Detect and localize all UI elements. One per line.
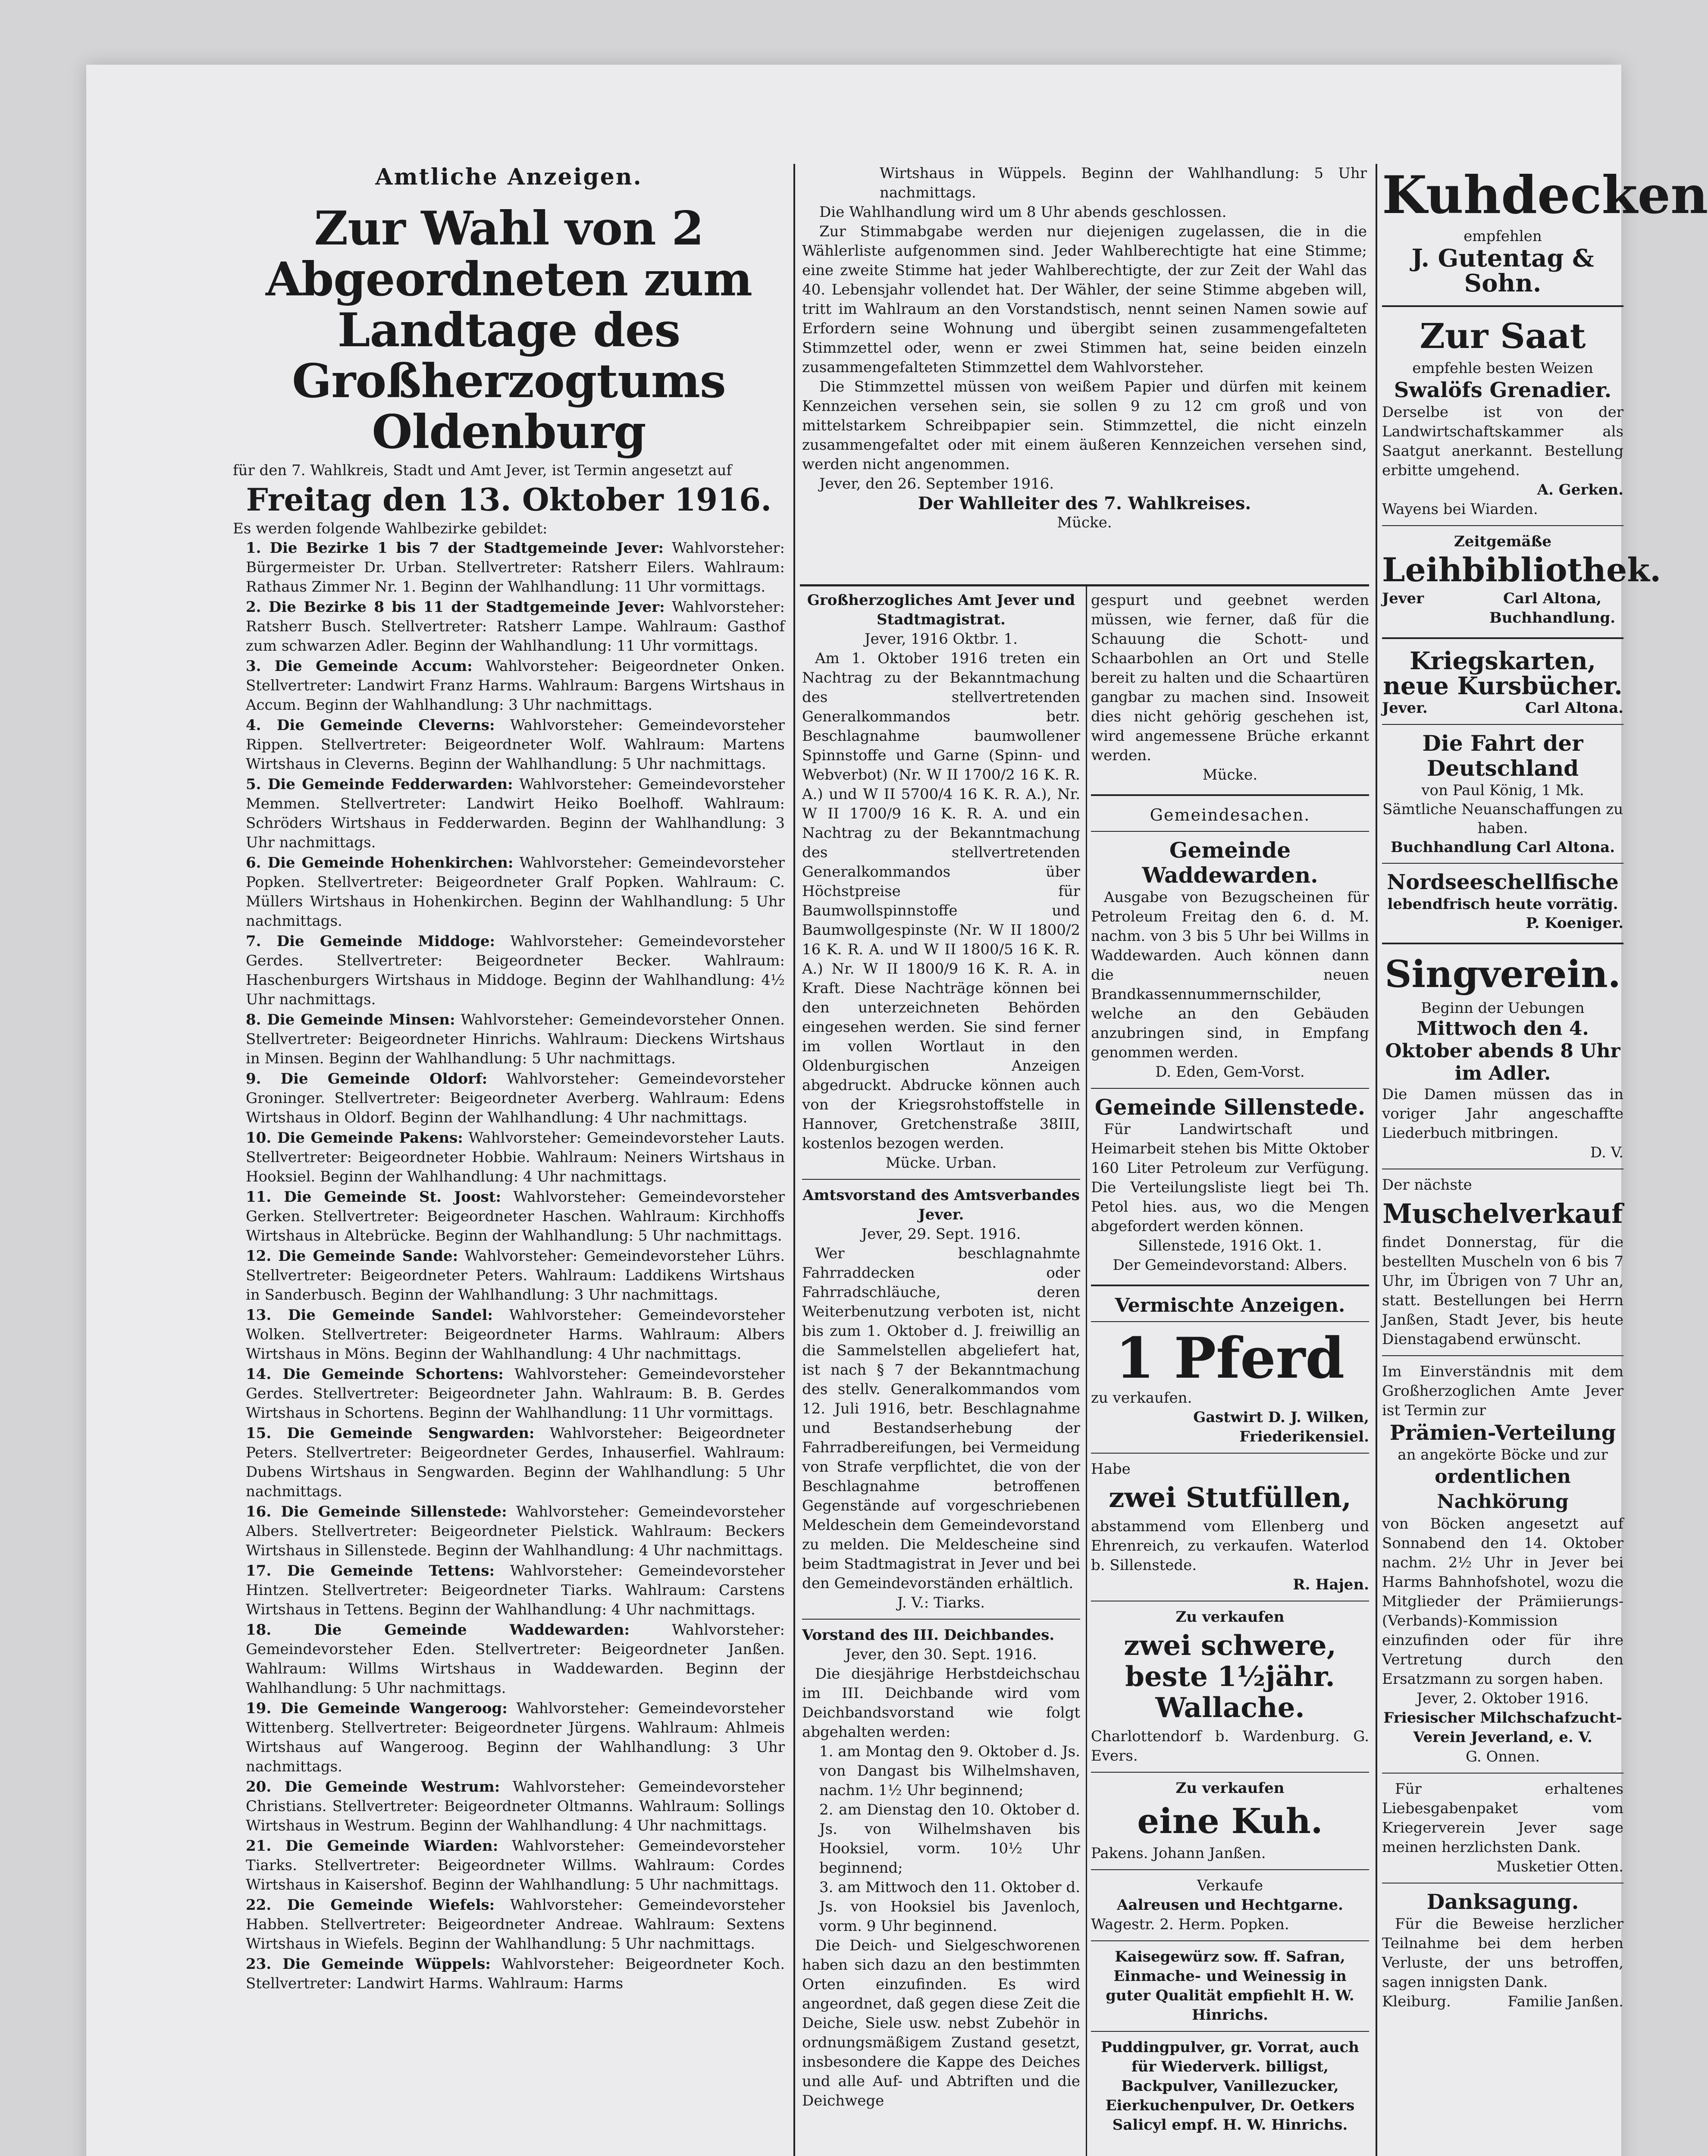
thanks-parcel-sig: Musketier Otten. [1496, 1858, 1623, 1875]
district-text: Wahlvorsteher: Beigeordneter Onken. Stellvertreter: Landwirt Franz Harms. Wahlraum: Bargens Wirtshaus in Accum. Beginn der Wahlhandlung: 3 Uhr nachmittags. [246, 658, 785, 714]
divider [1091, 2031, 1369, 2032]
divider [1091, 1869, 1369, 1870]
district-item [233, 1955, 785, 1993]
district-item [233, 853, 785, 931]
dike-sig: Mücke. [1202, 766, 1258, 783]
thanks-parcel-text: Für erhaltenes Liebesgabenpaket vom Kriegerverein Jever sage meinen herzlichsten Dank. [1382, 1780, 1623, 1856]
section-gemeinde: Gemeindesachen. [1150, 805, 1310, 824]
mussel-title: Muschelverkauf [1382, 1198, 1623, 1229]
district-text: Wahlvorsteher: Gemeindevorsteher Albers. Stellvertreter: Beigeordneter Pielstick. Wahlraum: Beckers Wirtshaus in Sillenstede. Beginn der Wahlhandlung: 4 Uhr nachmittags. [246, 1503, 785, 1559]
divider [1382, 943, 1623, 944]
fish-title: Nordseeschellfische [1387, 870, 1619, 894]
danksagung-text: Für die Beweise herzlicher Teilnahme bei dem herben Verluste, der uns betroffen, sagen innigsten Dank. [1382, 1915, 1623, 1991]
notice3-head: Vorstand des III. Deichbandes. [802, 1626, 1055, 1644]
foals-ad-text: abstammend vom Ellenberg und Ehrenreich, zu verkaufen. Waterlod b. Sillenstede. [1091, 1518, 1369, 1574]
district-text: Wahlvorsteher: Gemeindevorsteher Gerdes. Stellvertreter: Beigeordneter Jahn. Wahlraum: B. B. Gerdes Wirtshaus in Schortens. Beginn der Wahlhandlung: 11 Uhr vormittags. [246, 1366, 785, 1422]
district-head: 7. Die Gemeinde Middoge: [246, 933, 495, 950]
library-footer [1382, 589, 1623, 628]
notice1-date: Jever, 1916 Oktbr. 1. [864, 630, 1018, 648]
maps-footer [1382, 699, 1623, 718]
prize-sub: an angekörte Böcke und zur [1398, 1446, 1608, 1463]
district-head: 3. Die Gemeinde Accum: [246, 658, 473, 675]
waddewarden-sig: D. Eden, Gem-Vorst. [1155, 1063, 1305, 1081]
sillenstede-head: Gemeinde Sillenstede. [1094, 1094, 1366, 1120]
district-text: Wahlvorsteher: Gemeindevorsteher Eden. Stellvertreter: Beigeordneter Janßen. Wahlraum: Willms Wirtshaus in Waddewarden. Beginn der Wahlhandlung: 5 Uhr nachmittags. [246, 1621, 785, 1697]
divider [1091, 1772, 1369, 1773]
geldings-ad-title: zwei schwere, beste 1½jähr. Wallache. [1124, 1630, 1336, 1724]
district-head: 16. Die Gemeinde Sillenstede: [246, 1503, 507, 1520]
headline: Zur Wahl von 2 Abgeordneten zum Landtage des Großherzogtums Oldenburg [265, 201, 752, 459]
prize-title-2: ordentlichen Nachkörung [1435, 1466, 1571, 1513]
saat-seller: A. Gerken. [1537, 481, 1623, 498]
district-head: 15. Die Gemeinde Sengwarden: [246, 1425, 535, 1442]
divider [1382, 724, 1623, 725]
prize-title: Prämien-Verteilung [1389, 1421, 1616, 1445]
divider [1091, 1321, 1369, 1322]
divider [1382, 1355, 1623, 1356]
notice1-text: Am 1. Oktober 1916 treten ein Nachtrag zu der Bekanntmachung des stellvertretenden Generalkommandos betr. Beschlagnahme baumwollener Spinnstoffe und Garne (Spinn- und Webverbot) (Nr. W II 1700/2 16 K. R. A.) und W II 5700/4 16 K. R. A.), Nr. W II 1700/9 16 K. R. A. und ein Nachtrag zu der Bekanntmachung des stellvertretenden Generalkommandos über Höchstpreise für Baumwollspinnstoffe und Baumwollgespinste (Nr. W II 1800/2 16 K. R. A. und W II 1800/5 16 K. R. A.) Nr. W II 1800/9 16 K. R. A. in Kraft. Diese Nachträge können bei den unterzeichneten Behörden eingesehen werden. Sie sind ferner im vollen Wortlaut in den Oldenburgischen Anzeigen abgedruckt. Abdrucke können auch von der Kriegsrohstoffstelle in Hannover, Gretchenstraße 38III, kostenlos bezogen werden. [802, 650, 1080, 1152]
notice1-sig: Mücke. Urban. [885, 1154, 997, 1172]
choir-title: Singverein. [1385, 953, 1621, 996]
district-item [233, 1247, 785, 1305]
district-head: 18. Die Gemeinde Waddewarden: [246, 1621, 630, 1639]
district-text: Wahlvorsteher: Gemeindevorsteher Rippen. Stellvertreter: Beigeordneter Wolf. Wahlraum: Martens Wirtshaus in Cleverns. Beginn der Wahlhandlung: 5 Uhr nachmittags. [246, 717, 785, 773]
danksagung-title: Danksagung. [1426, 1890, 1579, 1914]
danksagung-footer [1382, 1992, 1623, 2012]
choir-sub: Beginn der Uebungen [1421, 1000, 1585, 1017]
election-notice [233, 164, 785, 2156]
district-head: 13. Die Gemeinde Sandel: [246, 1307, 493, 1324]
prize-name: G. Onnen. [1465, 1748, 1540, 1765]
geldings-ad-pre: Zu verkaufen [1175, 1608, 1285, 1626]
district-item [233, 932, 785, 1009]
prize-text: von Böcken angesetzt auf Sonnabend den 14. Oktober nachm. 2½ Uhr in Jever bei Harms Bahnhofshotel, wozu die Mitglieder der Prämiierungs-(Verbands)-Kommission einzufinden oder für ihre Vertretung durch den Ersatzmann zu sorgen haben. [1382, 1515, 1623, 1688]
district-text: Wahlvorsteher: Gemeindevorsteher Groninger. Stellvertreter: Beigeordneter Averberg. Wahlraum: Edens Wirtshaus in Oldorf. Beginn der Wahlhandlung: 4 Uhr nachmittags. [246, 1070, 785, 1126]
kuhdecken-firm: J. Gutentag & Sohn. [1411, 244, 1594, 298]
cow-ad-pre: Zu verkaufen [1175, 1780, 1285, 1797]
choir-when: Mittwoch den 4. Oktober abends 8 Uhr im Adler. [1385, 1018, 1620, 1084]
prize-date: Jever, 2. Oktober 1916. [1417, 1690, 1589, 1707]
spice-ad-text: Kaisegewürz sow. ff. Safran, Einmache- und Weinessig in guter Qualität empfiehlt H. W. Hinrichs. [1106, 1948, 1354, 2024]
col2-divider [800, 584, 1369, 586]
column-rule-3 [1376, 164, 1377, 2156]
notice2-sig: J. V.: Tiarks. [897, 1594, 985, 1611]
district-item [233, 657, 785, 715]
book-firm: Buchhandlung Carl Altona. [1390, 839, 1615, 856]
column-rule-2 [1086, 586, 1087, 2156]
book-title: Die Fahrt der Deutschland [1422, 730, 1583, 781]
timetables-title: neue Kursbücher. [1383, 672, 1623, 700]
district-head: 11. Die Gemeinde St. Joost: [246, 1188, 501, 1206]
district-text: Wahlvorsteher: Gemeindevorsteher Christians. Stellvertreter: Beigeordneter Oltmanns. Wahlraum: Sollings Wirtshaus in Westrum. Beginn der Wahlhandlung: 4 Uhr nachmittags. [246, 1778, 785, 1834]
kuhdecken-title: Kuhdecken [1382, 165, 1708, 226]
saat-text: Derselbe ist von der Landwirtschaftskammer als Saatgut anerkannt. Bestellung erbitte umgehend. [1382, 404, 1623, 479]
nets-ad-pre: Verkaufe [1197, 1877, 1263, 1894]
district-item [233, 1010, 785, 1069]
saat-place: Wayens bei Wiarden. [1382, 501, 1538, 518]
district-head: 23. Die Gemeinde Wüppels: [246, 1955, 491, 1973]
inspection-date-item: 3. am Mittwoch den 11. Oktober d. Js. von Hooksiel bis Javenloch, vorm. 9 Uhr beginnend. [819, 1879, 1080, 1935]
divider [1091, 1940, 1369, 1941]
district-head: 20. Die Gemeinde Westrum: [246, 1778, 500, 1796]
dike-cont: gespurt und geebnet werden müssen, wie ferner, daß für die Schauung die Schott- und Schaarbohlen an Ort und Stelle bereit zu halten und die Schaartüren gangbar zu machen sind. Insoweit dies nicht gehörig geschehen ist, wird angemessene Brüche erkannt werden. [1091, 592, 1369, 764]
district-head: 5. Die Gemeinde Fedderwarden: [246, 776, 513, 793]
district-text: Wahlvorsteher: Gemeindevorsteher Wolken. Stellvertreter: Beigeordneter Harms. Wahlraum: Albers Wirtshaus in Möns. Beginn der Wahlhandlung: 4 Uhr nachmittags. [246, 1307, 785, 1363]
inspection-date-item: 2. am Dienstag den 10. Oktober d. Js. von Wilhelmshaven bis Hooksiel, vorm. 10½ Uhr beginnend; [819, 1801, 1080, 1877]
sillenstede-sig: Der Gemeindevorstand: Albers. [1113, 1257, 1348, 1274]
district-head: 10. Die Gemeinde Pakens: [246, 1129, 463, 1147]
geldings-ad-seller: Charlottendorf b. Wardenburg. G. Evers. [1091, 1728, 1369, 1764]
divider [1382, 305, 1623, 307]
district-head: 2. Die Bezirke 8 bis 11 der Stadtgemeinde Jever: [246, 599, 665, 616]
cont-text: Wirtshaus in Wüppels. Beginn der Wahlhandlung: 5 Uhr nachmittags. [880, 165, 1367, 201]
signature-name: Mücke. [1057, 514, 1112, 531]
cow-ad-seller: Pakens. Johann Janßen. [1091, 1845, 1266, 1862]
district-head: 6. Die Gemeinde Hohenkirchen: [246, 854, 514, 871]
cow-ad-title: eine Kuh. [1137, 1801, 1323, 1841]
horse-ad-seller: Gastwirt D. J. Wilken, Friederikensiel. [1193, 1409, 1369, 1445]
library-title: Leihbibliothek. [1382, 551, 1661, 589]
district-item [233, 539, 785, 597]
district-item [233, 716, 785, 774]
para-2: Zur Stimmabgabe werden nur diejenigen zugelassen, die in die Wählerliste aufgenommen sind. Jeder Wahlberechtigte hat eine Stimme; eine zweite Stimme hat jeder Wahlberechtigte, der zur Zeit der Wahl das 40. Lebensjahr vollendet hat. Der Wähler, der seine Stimme abgeben will, tritt im Wahlraum an den Vorstandstisch, nennt seinen Namen sowie auf Erfordern seine Wohnung und übergibt seinen zusammengefalteten Stimmzettel oder, wenn er zwei Stimmen hat, seine beiden einzeln zusammengefalteten Stimmzettel dem Wahlvorsteher. [802, 223, 1367, 376]
prize-org: Friesischer Milchschafzucht-Verein Jeverland, e. V. [1383, 1709, 1622, 1746]
book-author: von Paul König, 1 Mk. [1421, 782, 1584, 799]
notice3-date: Jever, den 30. Sept. 1916. [845, 1646, 1037, 1663]
district-item [233, 1896, 785, 1954]
election-date: Freitag den 13. Oktober 1916. [246, 481, 772, 518]
horse-ad-text: zu verkaufen. [1091, 1389, 1192, 1407]
divider [1382, 637, 1623, 639]
district-text: Wahlvorsteher: Gemeindevorsteher Memmen. Stellvertreter: Landwirt Heiko Boelhoff. Wahlraum: Schröders Wirtshaus in Fedderwarden. Beginn der Wahlhandlung: 3 Uhr nachmittags. [246, 776, 785, 851]
nets-ad-text: Aalreusen und Hechtgarne. [1117, 1896, 1343, 1914]
district-item [233, 1699, 785, 1777]
district-head: 21. Die Gemeinde Wiarden: [246, 1837, 498, 1855]
book-text: Sämtliche Neuanschaffungen zu haben. [1382, 801, 1623, 837]
notice2-head: Amtsvorstand des Amtsverbandes Jever. [802, 1187, 1080, 1223]
district-item [233, 1306, 785, 1364]
nets-ad-seller: Wagestr. 2. Herm. Popken. [1091, 1916, 1289, 1933]
divider [1091, 1453, 1369, 1454]
district-head: 8. Die Gemeinde Minsen: [246, 1011, 455, 1028]
inspection-date-item: 1. am Montag den 9. Oktober d. Js. von Dangast bis Wilhelmshaven, nachm. 1½ Uhr beginnend; [819, 1743, 1080, 1799]
district-item [233, 775, 785, 852]
saat-sub: empfehle besten Weizen [1412, 360, 1593, 377]
district-head: 19. Die Gemeinde Wangeroog: [246, 1700, 508, 1717]
ads-right [1382, 164, 1708, 2156]
district-text: Wahlvorsteher: Gemeindevorsteher Gerken. Stellvertreter: Beigeordneter Haschen. Wahlraum: Kirchhoffs Wirtshaus in Altebrücke. Beginn der Wahlhandlung: 5 Uhr nachmittags. [246, 1188, 785, 1244]
section-misc: Vermischte Anzeigen. [1115, 1294, 1345, 1316]
divider [1091, 1285, 1369, 1286]
district-item [233, 1620, 785, 1698]
district-item [233, 1561, 785, 1620]
foals-ad-seller: R. Hajen. [1293, 1576, 1369, 1593]
district-item [233, 1502, 785, 1561]
danksagung-sig: Familie Janßen. [1507, 1993, 1623, 2010]
district-text: Wahlvorsteher: Gemeindevorsteher Hintzen. Stellvertreter: Beigeordneter Tiarks. Wahlraum: Carstens Wirtshaus in Tettens. Beginn der Wahlhandlung: 4 Uhr nachmittags. [246, 1562, 785, 1618]
fish-seller: P. Koeniger. [1526, 915, 1623, 932]
district-item [233, 1188, 785, 1246]
notice1-head: Großherzogliches Amt Jever und Stadtmagistrat. [807, 592, 1075, 628]
district-head: 4. Die Gemeinde Cleverns: [246, 717, 495, 734]
district-item [233, 1424, 785, 1501]
district-list [233, 539, 785, 1993]
district-text: Wahlvorsteher: Gemeindevorsteher Popken. Stellvertreter: Beigeordneter Gralf Popken. Wahlraum: C. Müllers Wirtshaus in Hohenkirchen. Beginn der Wahlhandlung: 5 Uhr nachmittags. [246, 854, 785, 930]
inspection-dates [802, 1742, 1080, 1936]
divider [1382, 863, 1623, 864]
divider [1091, 1088, 1369, 1089]
notice2-date: Jever, 29. Sept. 1916. [861, 1225, 1021, 1243]
fish-sub: lebendfrisch heute vorrätig. [1387, 896, 1618, 913]
column-rule-1 [793, 164, 795, 2156]
prize-intro: Im Einverständnis mit dem Großherzoglichen Amte Jever ist Termin zur [1382, 1363, 1623, 1419]
district-text: Wahlvorsteher: Gemeindevorsteher Gerdes. Stellvertreter: Beigeordneter Becker. Wahlraum: Haschenburgers Wirtshaus in Middoge. Beginn der Wahlhandlung: 4½ Uhr nachmittags. [246, 933, 785, 1008]
divider [1091, 831, 1369, 832]
waddewarden-text: Ausgabe von Bezugscheinen für Petroleum Freitag den 6. d. M. nachm. von 3 bis 5 Uhr bei Willms in Waddewarden. Auch können dann die neuen Brandkassennummernschilder, welche an den Gebäuden anzubringen sind, in Empfang genommen werden. [1091, 889, 1369, 1061]
waddewarden-head: Gemeinde Waddewarden. [1142, 837, 1318, 888]
choir-sig: D. V. [1590, 1144, 1623, 1161]
district-item [233, 1777, 785, 1836]
horse-ad-title: 1 Pferd [1115, 1325, 1345, 1391]
district-item [233, 1128, 785, 1187]
section-label: Amtliche Anzeigen. [375, 164, 642, 190]
district-head: 14. Die Gemeinde Schortens: [246, 1366, 504, 1383]
para-3: Die Stimmzettel müssen von weißem Papier und dürfen mit keinem Kennzeichen versehen sein, sie sollen 9 zu 12 cm groß und von mittelstarkem Schreibpapier sein. Stimmzettel, die nicht einzeln zusammengefaltet oder mit einem äußeren Kennzeichen versehen sind, werden nicht angenommen. [802, 378, 1367, 473]
foals-ad-title: zwei Stutfüllen, [1109, 1482, 1351, 1514]
district-head: 1. Die Bezirke 1 bis 7 der Stadtgemeinde Jever: [246, 539, 664, 557]
divider [1091, 794, 1369, 796]
library-sub: Zeitgemäße [1454, 533, 1551, 550]
intro-text: für den 7. Wahlkreis, Stadt und Amt Jever, ist Termin angesetzt auf [233, 462, 732, 479]
sillenstede-date: Sillenstede, 1916 Okt. 1. [1138, 1237, 1322, 1254]
maps-place: Jever. [1382, 699, 1428, 717]
para-1: Die Wahlhandlung wird um 8 Uhr abends geschlossen. [819, 204, 1227, 221]
notice3-tail: Die Deich- und Sielgeschworenen haben sich dazu an den bestimmten Orten einzufinden. Es wird angeordnet, daß gegen diese Zeit die Deiche, Siele usw. nebst Zubehör in ordnungsmäßigem Zustand gesetzt, insbesondere die Kappe des Deiches und alle Auf- und Abtriften und die Deichwege [802, 1937, 1080, 2109]
library-place: Jever [1382, 590, 1424, 607]
danksagung-place: Kleiburg. [1382, 1993, 1451, 2010]
district-head: 17. Die Gemeinde Tettens: [246, 1562, 495, 1579]
divider [802, 1619, 1080, 1620]
district-head: 12. Die Gemeinde Sande: [246, 1247, 458, 1265]
divider [802, 1179, 1080, 1180]
district-text: Wahlvorsteher: Gemeindevorsteher Wittenberg. Stellvertreter: Beigeordneter Jürgens. Wahlraum: Ahlmeis Wirtshaus auf Wangeroog. Beginn der Wahlhandlung: 3 Uhr nachmittags. [246, 1700, 785, 1775]
district-text: Wahlvorsteher: Beigeordneter Koch. Stellvertreter: Landwirt Harms. Wahlraum: Harms [246, 1955, 785, 1992]
district-text: Wahlvorsteher: Gemeindevorsteher Lührs. Stellvertreter: Beigeordneter Peters. Wahlraum: Laddikens Wirtshaus in Sanderbusch. Beginn der Wahlhandlung: 3 Uhr nachmittags. [246, 1247, 785, 1304]
maps-firm: Carl Altona. [1525, 699, 1623, 717]
district-text: Wahlvorsteher: Gemeindevorsteher Tiarks. Stellvertreter: Beigeordneter Willms. Wahlraum: Cordes Wirtshaus in Kaisershof. Beginn der Wahlhandlung: 5 Uhr nachmittags. [246, 1837, 785, 1893]
divider [1382, 525, 1623, 526]
divider [1382, 1773, 1623, 1774]
district-text: Wahlvorsteher: Bürgermeister Dr. Urban. Stellvertreter: Ratsherr Eilers. Wahlraum: Rathaus Zimmer Nr. 1. Beginn der Wahlhandlung: 11 Uhr vormittags. [246, 539, 785, 595]
district-item [233, 1069, 785, 1128]
lead-text: Es werden folgende Wahlbezirke gebildet: [233, 520, 548, 537]
library-firm: Carl Altona, Buchhandlung. [1489, 590, 1616, 627]
ads-column [1091, 591, 1369, 2156]
district-text: Wahlvorsteher: Gemeindevorsteher Lauts. Stellvertreter: Beigeordneter Hobbie. Wahlraum: Neiners Wirtshaus in Hooksiel. Beginn der Wahlhandlung: 4 Uhr nachmittags. [246, 1129, 785, 1185]
notice3-text: Die diesjährige Herbstdeichschau im III. Deichbande wird vom Deichbandsvorstand wie folgt abgehalten werden: [802, 1665, 1080, 1741]
district-item [233, 1836, 785, 1895]
maps-title: Kriegskarten, [1409, 647, 1596, 675]
choir-text: Die Damen müssen das in voriger Jahr angeschaffte Liederbuch mitbringen. [1382, 1086, 1623, 1142]
district-item [233, 1365, 785, 1423]
foals-ad-pre: Habe [1091, 1460, 1131, 1478]
election-notice-cont [802, 164, 1367, 582]
district-head: 22. Die Gemeinde Wiefels: [246, 1896, 495, 1914]
district-text: Wahlvorsteher: Beigeordneter Peters. Stellvertreter: Beigeordneter Gerdes, Inhauserfiel. Wahlraum: Dubens Wirtshaus in Sengwarden. Beginn der Wahlhandlung: 5 Uhr nachmittags. [246, 1425, 785, 1500]
mussel-text: findet Donnerstag, für die bestellten Muscheln von 6 bis 7 Uhr, im Übrigen von 7 Uhr an, statt. Bestellungen bei Herrn Janßen, Stadt Jever, bis heute Dienstagabend erwünscht. [1382, 1234, 1623, 1348]
pudding-ad-text: Puddingpulver, gr. Vorrat, auch für Wiederverk. billigst, Backpulver, Vanillezucker, Eierkuchenpulver, Dr. Oetkers Salicyl empf. H. W. Hinrichs. [1101, 2039, 1359, 2134]
place-date: Jever, den 26. September 1916. [819, 475, 1054, 492]
saat-variety: Swalöfs Grenadier. [1394, 378, 1612, 402]
kuhdecken-sub: empfehlen [1464, 228, 1542, 245]
district-text: Wahlvorsteher: Gemeindevorsteher Habben. Stellvertreter: Beigeordneter Andreae. Wahlraum: Sextens Wirtshaus in Wiefels. Beginn der Wahlhandlung: 5 Uhr nachmittags. [246, 1896, 785, 1952]
notice2-text: Wer beschlagnahmte Fahrraddecken oder Fahrradschläuche, deren Weiterbenutzung verboten ist, nicht bis zum 1. Oktober d. J. freiwillig an die Sammelstellen abgeliefert hat, ist nach § 7 der Bekanntmachung des stellv. Generalkommandos vom 12. Juli 1916, betr. Beschlagnahme und Bestandserhebung der Fahrradbereifungen, bei Vermeidung von Strafe verpflichtet, die von der Beschlagnahme betroffenen Gegenstände auf vorgeschriebenen Meldeschein dem Gemeindevorstand zu melden. Die Meldescheine sind beim Stadtmagistrat in Jever und bei den Gemeindevorständen erhältlich. [802, 1245, 1080, 1592]
district-text: Wahlvorsteher: Ratsherr Busch. Stellvertreter: Ratsherr Lampe. Wahlraum: Gasthof zum schwarzen Adler. Beginn der Wahlhandlung: 11 Uhr vormittags. [246, 599, 785, 655]
notices-column [802, 591, 1080, 2156]
district-text: Wahlvorsteher: Gemeindevorsteher Onnen. Stellvertreter: Beigeordneter Hinrichs. Wahlraum: Dieckens Wirtshaus in Minsen. Beginn der Wahlhandlung: 5 Uhr nachmittags. [246, 1011, 785, 1067]
saat-title: Zur Saat [1420, 316, 1586, 356]
sillenstede-text: Für Landwirtschaft und Heimarbeit stehen bis Mitte Oktober 160 Liter Petroleum zur Verfügung. Die Verteilungsliste liegt bei Th. Petol hies. aus, wo die Mengen abgefordert werden können. [1091, 1121, 1369, 1235]
signature-title: Der Wahlleiter des 7. Wahlkreises. [918, 493, 1251, 514]
district-head: 9. Die Gemeinde Oldorf: [246, 1070, 488, 1087]
district-item [233, 598, 785, 656]
mussel-pre: Der nächste [1382, 1176, 1472, 1194]
